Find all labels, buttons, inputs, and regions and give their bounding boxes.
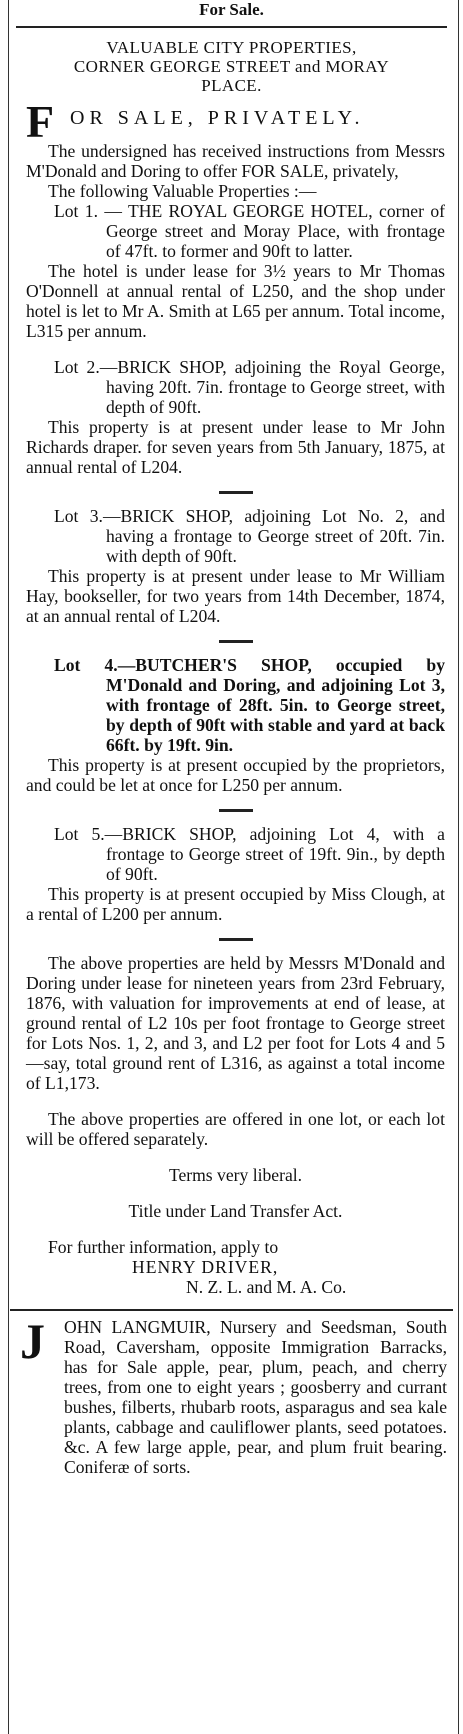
lot-4-note: This property is at present occupied by the proprietors, and could be let at once for L250 per annum.: [26, 755, 445, 795]
separator-dash: [219, 491, 253, 494]
offer-paragraph: The above properties are offered in one lot, or each lot will be offered separately.: [26, 1109, 445, 1149]
separator-dash: [219, 640, 253, 643]
lot-1: Lot 1. — THE ROYAL GEORGE HOTEL, corner of George street and Moray Place, with frontage of 47ft. to former and 90ft to latter.: [54, 201, 445, 261]
info-line: For further information, apply to: [48, 1237, 279, 1257]
signature-firm: N. Z. L. and M. A. Co.: [186, 1277, 347, 1297]
section-heading: For Sale.: [199, 0, 264, 19]
nursery-ad-text: OHN LANGMUIR, Nursery and Seedsman, South Road, Caversham, opposite Immigration Barracks, has for Sale apple, pear, plum, peach, and cherry trees, from one to eight years ; goosberry and currant bushes, filberts, rhubarb roots, asparagus and sea kale plants, cabbage and cauliflower plants, seed potatoes. &c. A few large apple, pear, and plum fruit bearing. Coniferæ of sorts.: [64, 1317, 447, 1477]
column-left-rule: [8, 0, 9, 1734]
heading-rule: [16, 26, 447, 28]
lot-3-note: This property is at present under lease to Mr William Hay, bookseller, for two years from 14th December, 1874, at an annual rental of L204.: [26, 566, 445, 626]
lot-5-note: This property is at present occupied by Miss Clough, at a rental of L200 per annum.: [26, 884, 445, 924]
drop-cap: F: [26, 96, 55, 147]
lot-1-note: The hotel is under lease for 3½ years to Mr Thomas O'Donnell at annual rental of L250, and the shop under hotel is let to Mr A. Smith at L65 per annum. Total income, L315 per annum.: [26, 261, 445, 341]
ad-title: [20, 38, 443, 95]
following-line: The following Valuable Properties :—: [48, 181, 317, 201]
separator-dash: [219, 809, 253, 812]
spacer: [26, 1149, 445, 1165]
lot-2: Lot 2.—BRICK SHOP, adjoining the Royal George, having 20ft. 7in. frontage to George street, with depth of 90ft.: [54, 357, 445, 417]
separator-dash: [219, 938, 253, 941]
title-act-line: Title under Land Transfer Act.: [128, 1201, 343, 1221]
lot-3: Lot 3.—BRICK SHOP, adjoining Lot No. 2, and having a frontage to George street of 20ft. 7in. with depth of 90ft.: [54, 506, 445, 566]
spacer: [26, 1093, 445, 1109]
signature-name: HENRY DRIVER,: [132, 1257, 279, 1277]
spacer: [26, 1185, 445, 1201]
spacer: [26, 1221, 445, 1237]
ad-title-line1: VALUABLE CITY PROPERTIES,: [106, 38, 357, 57]
lease-paragraph: The above properties are held by Messrs M'Donald and Doring under lease for nineteen years from 23rd February, 1876, with valuation for improvements at end of lease, at ground rental of L2 10s per foot frontage to George street for Lots Nos. 1, 2, and 3, and L2 per foot for Lots 4 and 5—say, total ground rent of L316, as against a total income of L1,173.: [26, 953, 445, 1093]
column-right-rule: [458, 0, 459, 1734]
terms-line: Terms very liberal.: [168, 1165, 303, 1185]
sale-headline: [26, 96, 443, 147]
spacer: [26, 341, 445, 357]
nursery-ad: [16, 1313, 447, 1477]
sale-headline-text: OR SALE, PRIVATELY.: [70, 107, 365, 129]
lot-4: Lot 4.—BUTCHER'S SHOP, occupied by M'Donald and Doring, and adjoining Lot 3, with frontage of 28ft. 5in. to George street, by depth of 90ft with stable and yard at back 66ft. by 19ft. 9in.: [54, 655, 445, 755]
intro-paragraph: The undersigned has received instructions from Messrs M'Donald and Doring to offer FOR SALE, privately,: [26, 141, 445, 181]
drop-cap: J: [20, 1313, 45, 1369]
ad-title-line2: CORNER GEORGE STREET and MORAY: [73, 57, 390, 76]
lot-5: Lot 5.—BRICK SHOP, adjoining Lot 4, with a frontage to George street of 19ft. 9in., by depth of 90ft.: [54, 824, 445, 884]
lot-2-note: This property is at present under lease to Mr John Richards draper. for seven years from 5th January, 1875, at annual rental of L204.: [26, 417, 445, 477]
ad-separator-rule: [10, 1309, 453, 1311]
ad-title-line3: PLACE.: [201, 76, 262, 95]
ad-body: [26, 141, 445, 1257]
